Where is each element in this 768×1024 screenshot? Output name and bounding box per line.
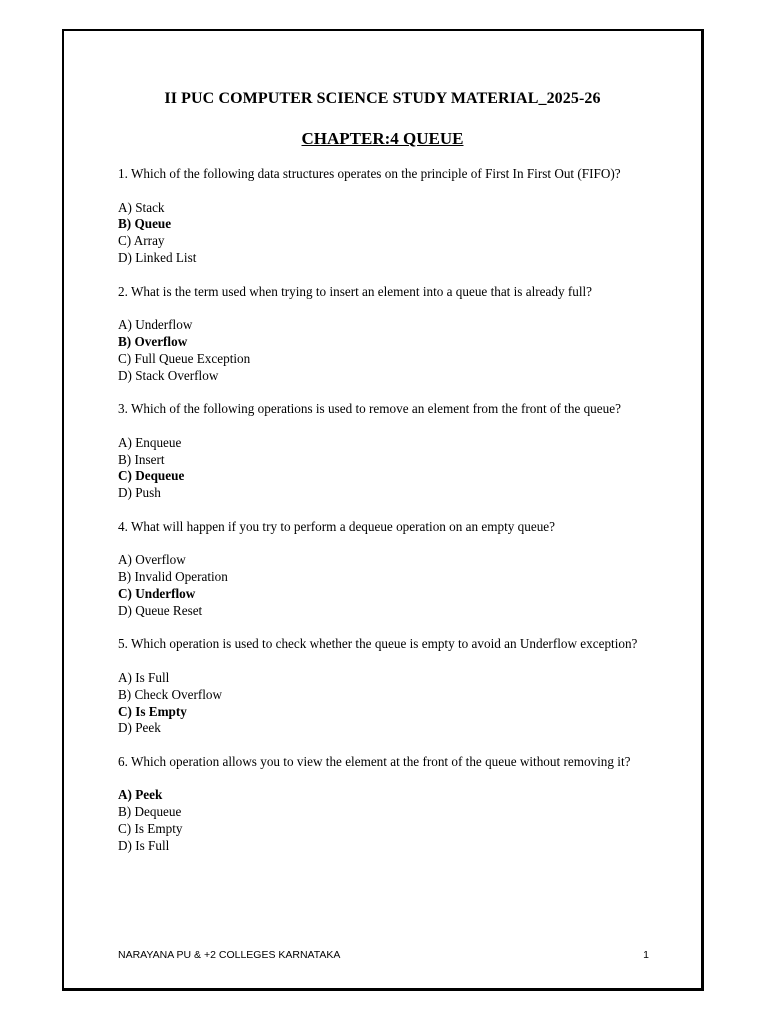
option-5d: D) Peek <box>118 720 161 736</box>
option-2d: D) Stack Overflow <box>118 367 219 383</box>
question-3: 3. Which of the following operations is used to remove an element from the front of the queue? <box>118 401 621 417</box>
option-3a: A) Enqueue <box>118 434 182 450</box>
option-1b-answer: B) Queue <box>118 216 172 232</box>
document-page <box>62 29 704 991</box>
option-3c-answer: C) Dequeue <box>118 468 185 484</box>
options-6 <box>118 787 638 854</box>
option-4b: B) Invalid Operation <box>118 569 228 585</box>
question-2: 2. What is the term used when trying to insert an element into a queue that is already full? <box>118 283 593 299</box>
option-1c: C) Array <box>118 233 165 249</box>
option-2b-answer: B) Overflow <box>118 333 188 349</box>
option-4a: A) Overflow <box>118 552 186 568</box>
question-6: 6. Which operation allows you to view the element at the front of the queue without removing it? <box>118 753 631 769</box>
page-number: 1 <box>643 949 649 961</box>
option-3d: D) Push <box>118 485 161 501</box>
question-5: 5. Which operation is used to check whether the queue is empty to avoid an Underflow exception? <box>118 636 638 652</box>
options-3 <box>118 435 638 502</box>
option-5b: B) Check Overflow <box>118 686 223 702</box>
option-3b: B) Insert <box>118 451 165 467</box>
question-1: 1. Which of the following data structures operates on the principle of First In First Out (FIFO)? <box>118 166 621 181</box>
options-2 <box>118 317 638 384</box>
option-5c-answer: C) Is Empty <box>118 703 187 719</box>
option-6d: D) Is Full <box>118 837 170 853</box>
option-1d: D) Linked List <box>118 249 197 265</box>
footer-institution: NARAYANA PU & +2 COLLEGES KARNATAKA <box>118 949 341 961</box>
option-6b: B) Dequeue <box>118 804 182 820</box>
option-2a: A) Underflow <box>118 317 193 333</box>
option-6c: C) Is Empty <box>118 821 183 837</box>
question-list <box>118 166 638 871</box>
option-5a: A) Is Full <box>118 669 170 685</box>
options-1 <box>118 200 638 267</box>
options-4 <box>118 552 638 619</box>
option-4c-answer: C) Underflow <box>118 585 196 601</box>
options-5 <box>118 670 638 737</box>
option-6a-answer: A) Peek <box>118 787 163 803</box>
question-4: 4. What will happen if you try to perform a dequeue operation on an empty queue? <box>118 518 556 534</box>
option-1a: A) Stack <box>118 199 165 215</box>
chapter-heading: CHAPTER:4 QUEUE <box>301 129 464 148</box>
option-4d: D) Queue Reset <box>118 602 203 618</box>
option-2c: C) Full Queue Exception <box>118 350 251 366</box>
document-title: II PUC COMPUTER SCIENCE STUDY MATERIAL_2025-26 <box>164 90 601 107</box>
